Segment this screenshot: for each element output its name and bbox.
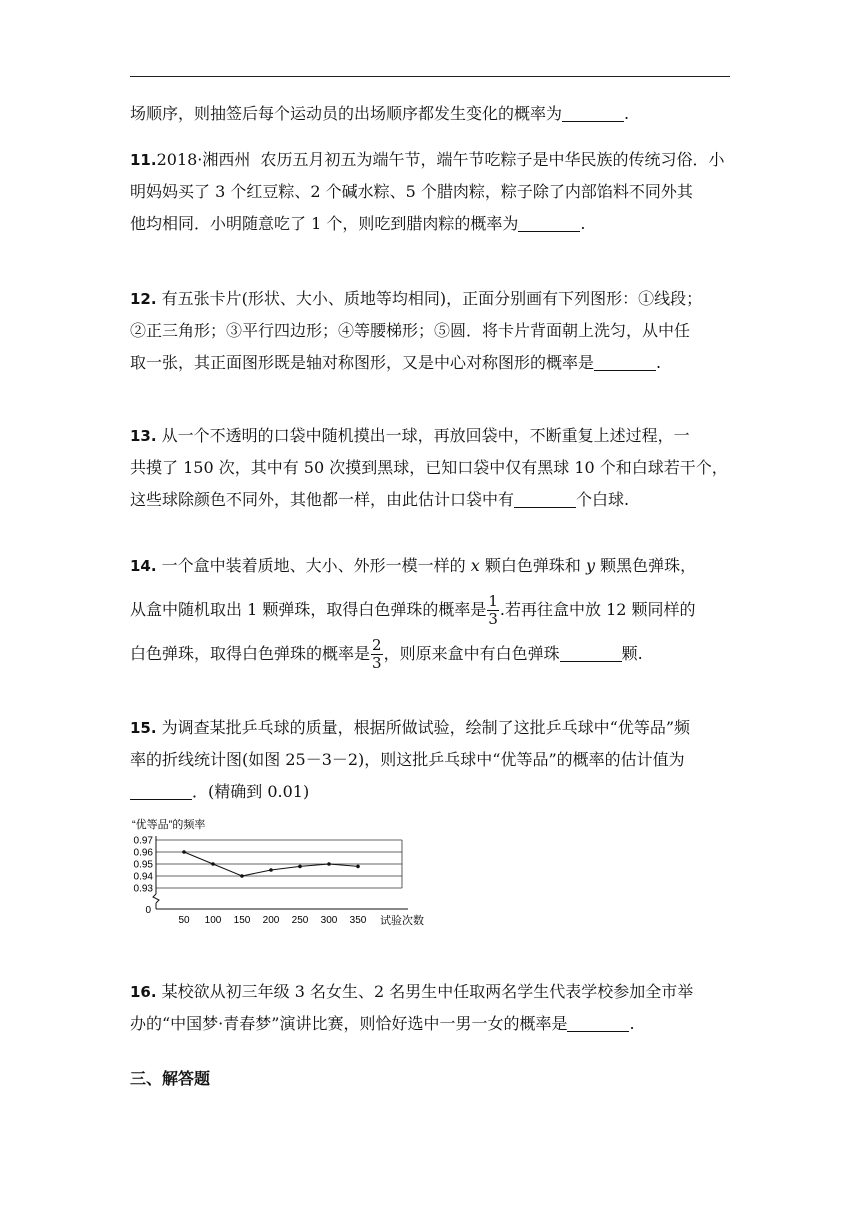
x-tick-label: 350: [349, 915, 367, 926]
question-15: 15. 为调查某批乒乓球的质量，根据所做试验，绘制了这批乒乓球中“优等品”频 率的折线统计图(如图 25－3－2)，则这批乒乓球中“优等品”的概率的估计值为 ．(精确到 0.01): [130, 718, 691, 801]
answer-blank[interactable]: [594, 352, 656, 371]
question-11: 11.2018·湘西州 农历五月初五为端午节，端午节吃粽子是中华民族的传统习俗．小 明妈妈买了 3 个红豆粽、2 个碱水粽、5 个腊肉粽，粽子除了内部馅料不同外其 他均相同．小明随意吃了 1 个，则吃到腊肉粽的概率为 .: [130, 150, 725, 233]
data-point: [240, 874, 244, 878]
origin-label: 0: [145, 905, 151, 916]
section-heading: 三、解答题: [130, 1069, 211, 1088]
y-tick-label: 0.94: [133, 871, 153, 883]
question-12: 12. 有五张卡片(形状、大小、质地等均相同)，正面分别画有下列图形：①线段； ②正三角形；③平行四边形；④等腰梯形；⑤圆．将卡片背面朝上洗匀，从中任 取一张，其正面图形既是轴对称图形，又是中心对称图形的概率是 .: [130, 289, 703, 372]
y-tick-label: 0.96: [133, 847, 153, 859]
y-tick-label: 0.95: [133, 859, 153, 871]
answer-blank[interactable]: [560, 643, 622, 662]
x-tick-label: 150: [233, 915, 251, 926]
y-tick-labels: [134, 836, 154, 895]
question-10-tail: 场顺序，则抽签后每个运动员的出场顺序都发生变化的概率为 .: [130, 104, 630, 123]
y-tick-label: 0.97: [133, 835, 153, 847]
data-point: [269, 868, 273, 872]
answer-blank[interactable]: [518, 213, 580, 232]
data-point: [356, 865, 360, 869]
data-point: [327, 862, 331, 866]
data-point: [182, 850, 186, 854]
chart-y-label: “优等品”的频率: [132, 819, 206, 831]
x-tick-label: 50: [178, 915, 190, 926]
answer-blank[interactable]: [130, 781, 192, 800]
x-tick-label: 300: [320, 915, 338, 926]
chart-x-label: 试验次数: [380, 915, 424, 927]
frequency-line-chart: [130, 818, 440, 930]
answer-blank[interactable]: [514, 489, 576, 508]
y-tick-label: 0.93: [133, 883, 153, 895]
data-point: [298, 865, 302, 869]
chart-grid: [156, 840, 402, 888]
question-14: 14. 一个盒中装着质地、大小、外形一模一样的 x 颗白色弹珠和 y 颗黑色弹珠， 从盒中随机取出 1 颗弹珠，取得白色弹珠的概率是 $\frac{1}{3}$ .若再往盒中放 12 颗同样的 白色弹珠，取得白色弹珠的概率是 $\frac{2}{3}$ ，则原来盒中有白色弹珠 颗.: [130, 556, 697, 672]
x-tick-label: 200: [262, 915, 280, 926]
question-16: 16. 某校欲从初三年级 3 名女生、2 名男生中任取两名学生代表学校参加全市举 办的“中国梦·青春梦”演讲比赛，则恰好选中一男一女的概率是 .: [130, 982, 694, 1033]
fraction-two-thirds: $\frac{2}{3}$: [372, 636, 382, 672]
data-point: [211, 862, 215, 866]
answer-blank[interactable]: [567, 1013, 629, 1032]
x-tick-label: 100: [204, 915, 222, 926]
top-rule: [130, 76, 730, 77]
axis-break-icon: [153, 894, 159, 903]
x-tick-labels: [178, 915, 366, 926]
x-tick-label: 250: [291, 915, 309, 926]
fraction-one-third: $\frac{1}{3}$: [488, 592, 498, 628]
question-13: 13. 从一个不透明的口袋中随机摸出一球，再放回袋中，不断重复上述过程，一 共摸了 150 次，其中有 50 次摸到黑球，已知口袋中仅有黑球 10 个和白球若干个， 这些球除颜色不同外，其他都一样，由此估计口袋中有 个白球.: [130, 426, 728, 509]
answer-blank[interactable]: [562, 103, 624, 122]
